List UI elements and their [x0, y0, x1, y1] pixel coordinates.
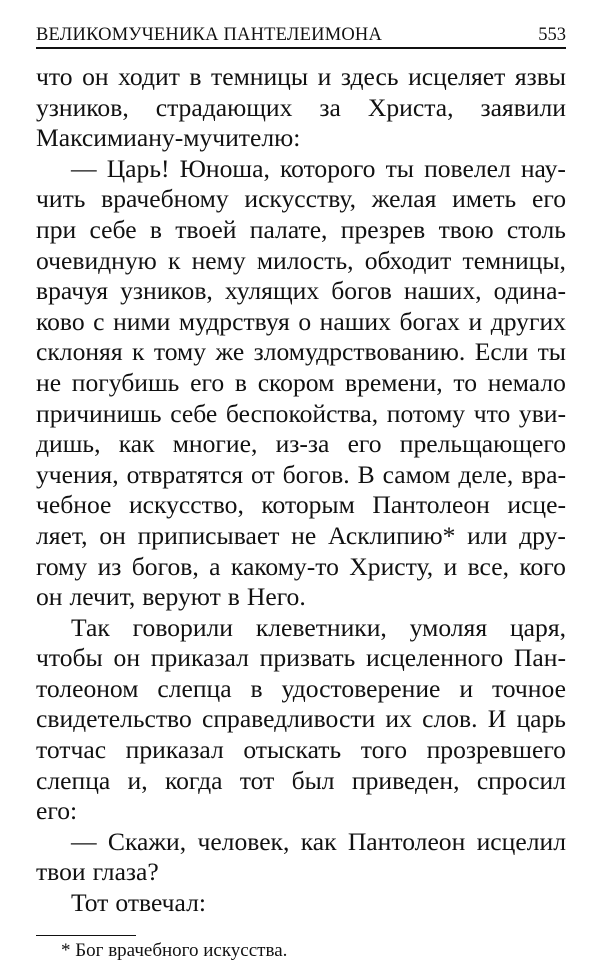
- book-page: [36, 22, 566, 963]
- text-line: твои глаза?: [36, 857, 159, 887]
- text-line: учения, отвратятся от богов. В самом деле, вра-: [36, 459, 566, 489]
- running-header: [36, 22, 566, 49]
- text-line: узников, страдающих за Христа, заявили: [36, 92, 566, 122]
- text-line: не погубишь его в скором времени, то немало: [36, 367, 566, 397]
- text-line: ляет, он приписывает не Асклипию* или дру-: [36, 520, 566, 550]
- text-line: что он ходит в темницы и здесь исцеляет язвы: [36, 62, 566, 91]
- text-line: тотчас приказал отыскать того прозревшего: [36, 735, 566, 765]
- text-line: врачуя узников, хулящих богов наших, одина-: [36, 276, 566, 306]
- text-line: ково с ними мудрствуя о наших богах и других: [36, 306, 566, 336]
- text-line: гому из богов, а какому-то Христу, и все, кого: [36, 551, 566, 581]
- text-line: он лечит, веруют в Него.: [36, 582, 306, 612]
- text-line: — Царь! Юноша, которого ты повелел нау-: [71, 153, 566, 183]
- footnote: * Бог врачебного искусства.: [61, 939, 288, 961]
- text-line: дишь, как многие, из-за его прельщающего: [36, 429, 566, 459]
- text-line: склоняя к тому же зломудрствованию. Если ты: [36, 337, 566, 367]
- footnote-rule: [36, 935, 136, 936]
- text-line: причинишь себе беспокойства, потому что уви-: [36, 398, 566, 428]
- text-line: чебное искусство, которым Пантолеон исце-: [36, 490, 566, 520]
- text-line: свидетельство справедливости их слов. И царь: [36, 704, 566, 734]
- text-line: чить врачебному искусству, желая иметь его: [36, 184, 566, 214]
- text-line: очевидную к нему милость, обходит темницы,: [36, 245, 566, 275]
- page-number: 553: [538, 25, 566, 45]
- text-line: при себе в твоей палате, презрев твою столь: [36, 214, 566, 244]
- text-line: Тот отвечал:: [71, 888, 206, 918]
- text-line: его:: [36, 796, 78, 826]
- text-line: — Скажи, человек, как Пантолеон исцелил: [71, 826, 566, 856]
- body-text: [36, 62, 566, 919]
- text-line: слепца и, когда тот был приведен, спросил: [36, 765, 566, 795]
- text-line: толеоном слепца в удостоверение и точное: [36, 673, 566, 703]
- running-title: ВЕЛИКОМУЧЕНИКА ПАНТЕЛЕИМОНА: [36, 25, 383, 45]
- text-line: Максимиану-мучителю:: [36, 123, 301, 153]
- text-line: чтобы он приказал призвать исцеленного Пан-: [36, 643, 566, 673]
- text-line: Так говорили клеветники, умоляя царя,: [71, 612, 566, 642]
